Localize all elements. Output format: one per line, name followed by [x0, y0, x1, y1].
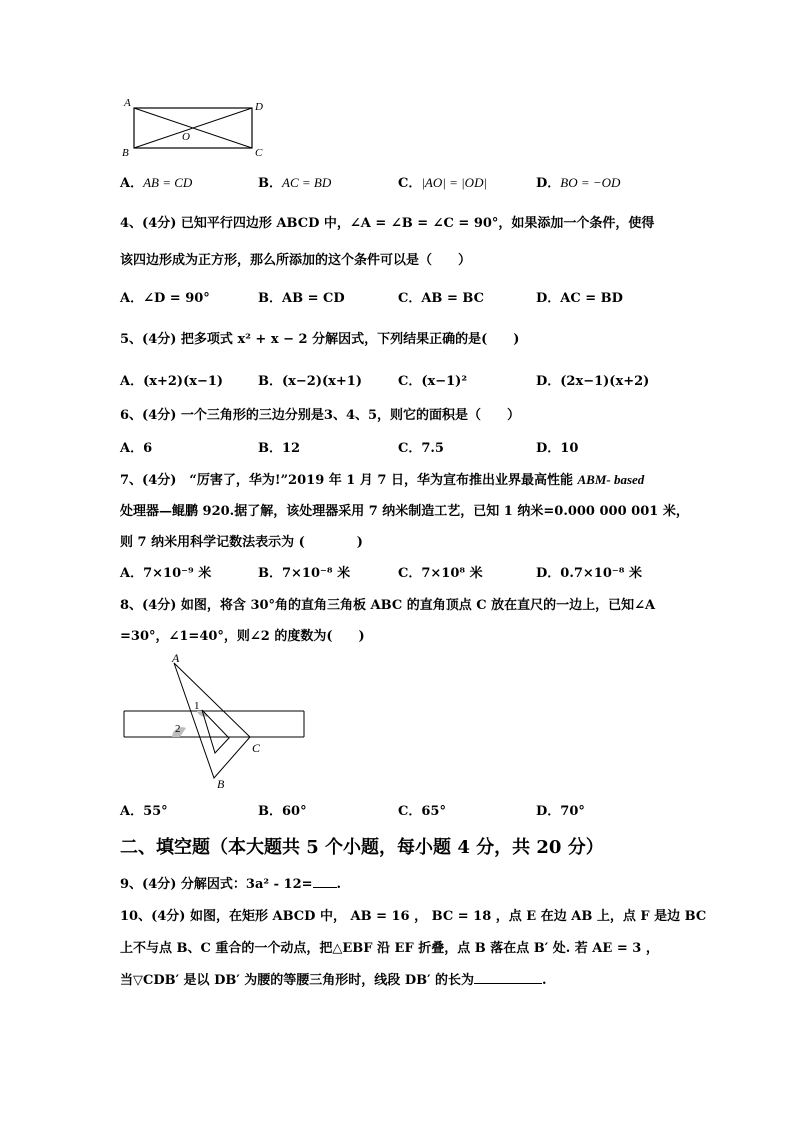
q3-option-c: [398, 172, 487, 191]
q7-line1-italic: ABM- based: [577, 472, 645, 487]
option-text: AB = CD: [143, 175, 193, 190]
option-text: BO = −OD: [560, 175, 621, 190]
q4-option-a: A．∠D = 90°: [120, 291, 210, 306]
q7-line1: [120, 469, 644, 488]
q7-option-d: D．0.7×10⁻⁸ 米: [536, 566, 642, 581]
option-text: |AO| = |OD|: [421, 175, 488, 190]
q5-option-b: B．(x−2)(x+1): [258, 374, 362, 389]
q4-option-c: C．AB = BC: [398, 291, 484, 306]
option-label: C．: [398, 176, 422, 191]
q7-option-a: A．7×10⁻⁹ 米: [120, 566, 212, 581]
ruler-triangle-figure: [118, 650, 318, 795]
q6-line1: 6、(4分) 一个三角形的三边分别是3、4、5，则它的面积是（ ）: [120, 408, 521, 423]
q4-line1: 4、(4分) 已知平行四边形 ABCD 中，∠A = ∠B = ∠C = 90°，如果添加一个条件，使得: [120, 216, 655, 231]
q7-line2: 处理器—鲲鹏 920.据了解，该处理器采用 7 纳米制造工艺，已知 1 纳米=0.000 000 001 米，: [120, 504, 689, 519]
q3-option-a: [120, 172, 192, 191]
label-d: D: [255, 101, 263, 113]
label-o: O: [182, 131, 190, 143]
label-c: C: [255, 147, 263, 159]
label-b: B: [122, 147, 129, 159]
q4-line2: 该四边形成为正方形，那么所添加的这个条件可以是（ ）: [120, 253, 472, 268]
q6-option-b: B．12: [258, 441, 301, 456]
q8-option-c: C．65°: [398, 804, 446, 819]
q8-option-d: D．70°: [536, 804, 585, 819]
q10-line1: 10、(4分) 如图，在矩形 ABCD 中， AB = 16 ， BC = 18 ，点 E 在边 AB 上，点 F 是边 BC: [120, 909, 707, 924]
fig-label-c: C: [252, 741, 261, 755]
q3-option-d: [536, 172, 620, 191]
q10-answer-blank[interactable]: [474, 983, 542, 984]
fig-label-a: A: [172, 651, 180, 665]
q7-option-c: C．7×10⁸ 米: [398, 566, 483, 581]
option-label: B．: [258, 176, 282, 191]
q8-line1: 8、(4分) 如图，将含 30°角的直角三角板 ABC 的直角顶点 C 放在直尺的一边上，已知∠A: [120, 598, 656, 613]
q4-option-d: D．AC = BD: [536, 291, 623, 306]
q8-option-a: A．55°: [120, 804, 168, 819]
option-label: A．: [120, 176, 144, 191]
q3-option-b: [258, 172, 331, 191]
q5-option-a: A．(x+2)(x−1): [120, 374, 224, 389]
q10-line2: 上不与点 B、C 重合的一个动点，把△EBF 沿 EF 折叠，点 B 落在点 B′ 处. 若 AE = 3 ，: [120, 941, 659, 956]
label-a: A: [124, 97, 131, 109]
q4-option-b: B．AB = CD: [258, 291, 345, 306]
q9-line: [120, 873, 341, 892]
q7-line1-text: 7、(4分) “厉害了，华为!”2019 年 1 月 7 日，华为宣布推出业界最高性能: [120, 473, 573, 488]
fig-label-b: B: [217, 777, 225, 791]
q7-option-b: B．7×10⁻⁸ 米: [258, 566, 351, 581]
fig-label-2: 2: [175, 723, 181, 735]
q5-option-c: C．(x−1)²: [398, 374, 468, 389]
q5-line1: 5、(4分) 把多项式 x² + x − 2 分解因式，下列结果正确的是( ): [120, 332, 520, 347]
q5-option-d: D．(2x−1)(x+2): [536, 374, 650, 389]
q6-option-c: C．7.5: [398, 441, 444, 456]
q9-text: 9、(4分) 分解因式：3a² - 12=: [120, 877, 313, 892]
q6-option-a: A．6: [120, 441, 153, 456]
option-label: D．: [536, 176, 561, 191]
q7-line3: 则 7 纳米用科学记数法表示为 ( ): [120, 535, 363, 550]
q10-end: .: [542, 973, 547, 988]
rectangle-figure: [118, 96, 268, 160]
q8-line2: =30°，∠1=40°，则∠2 的度数为( ): [120, 629, 365, 644]
q6-option-d: D．10: [536, 441, 579, 456]
option-text: AC = BD: [282, 175, 332, 190]
q8-option-b: B．60°: [258, 804, 307, 819]
q9-end: .: [336, 877, 342, 892]
q10-line3: [120, 969, 547, 988]
q10-line3-text: 当▽CDB′ 是以 DB′ 为腰的等腰三角形时，线段 DB′ 的长为: [120, 973, 475, 988]
q9-answer-blank[interactable]: [313, 887, 337, 888]
section-title: 二、填空题（本大题共 5 个小题，每小题 4 分，共 20 分）: [120, 837, 604, 858]
fig-label-1: 1: [194, 700, 200, 712]
